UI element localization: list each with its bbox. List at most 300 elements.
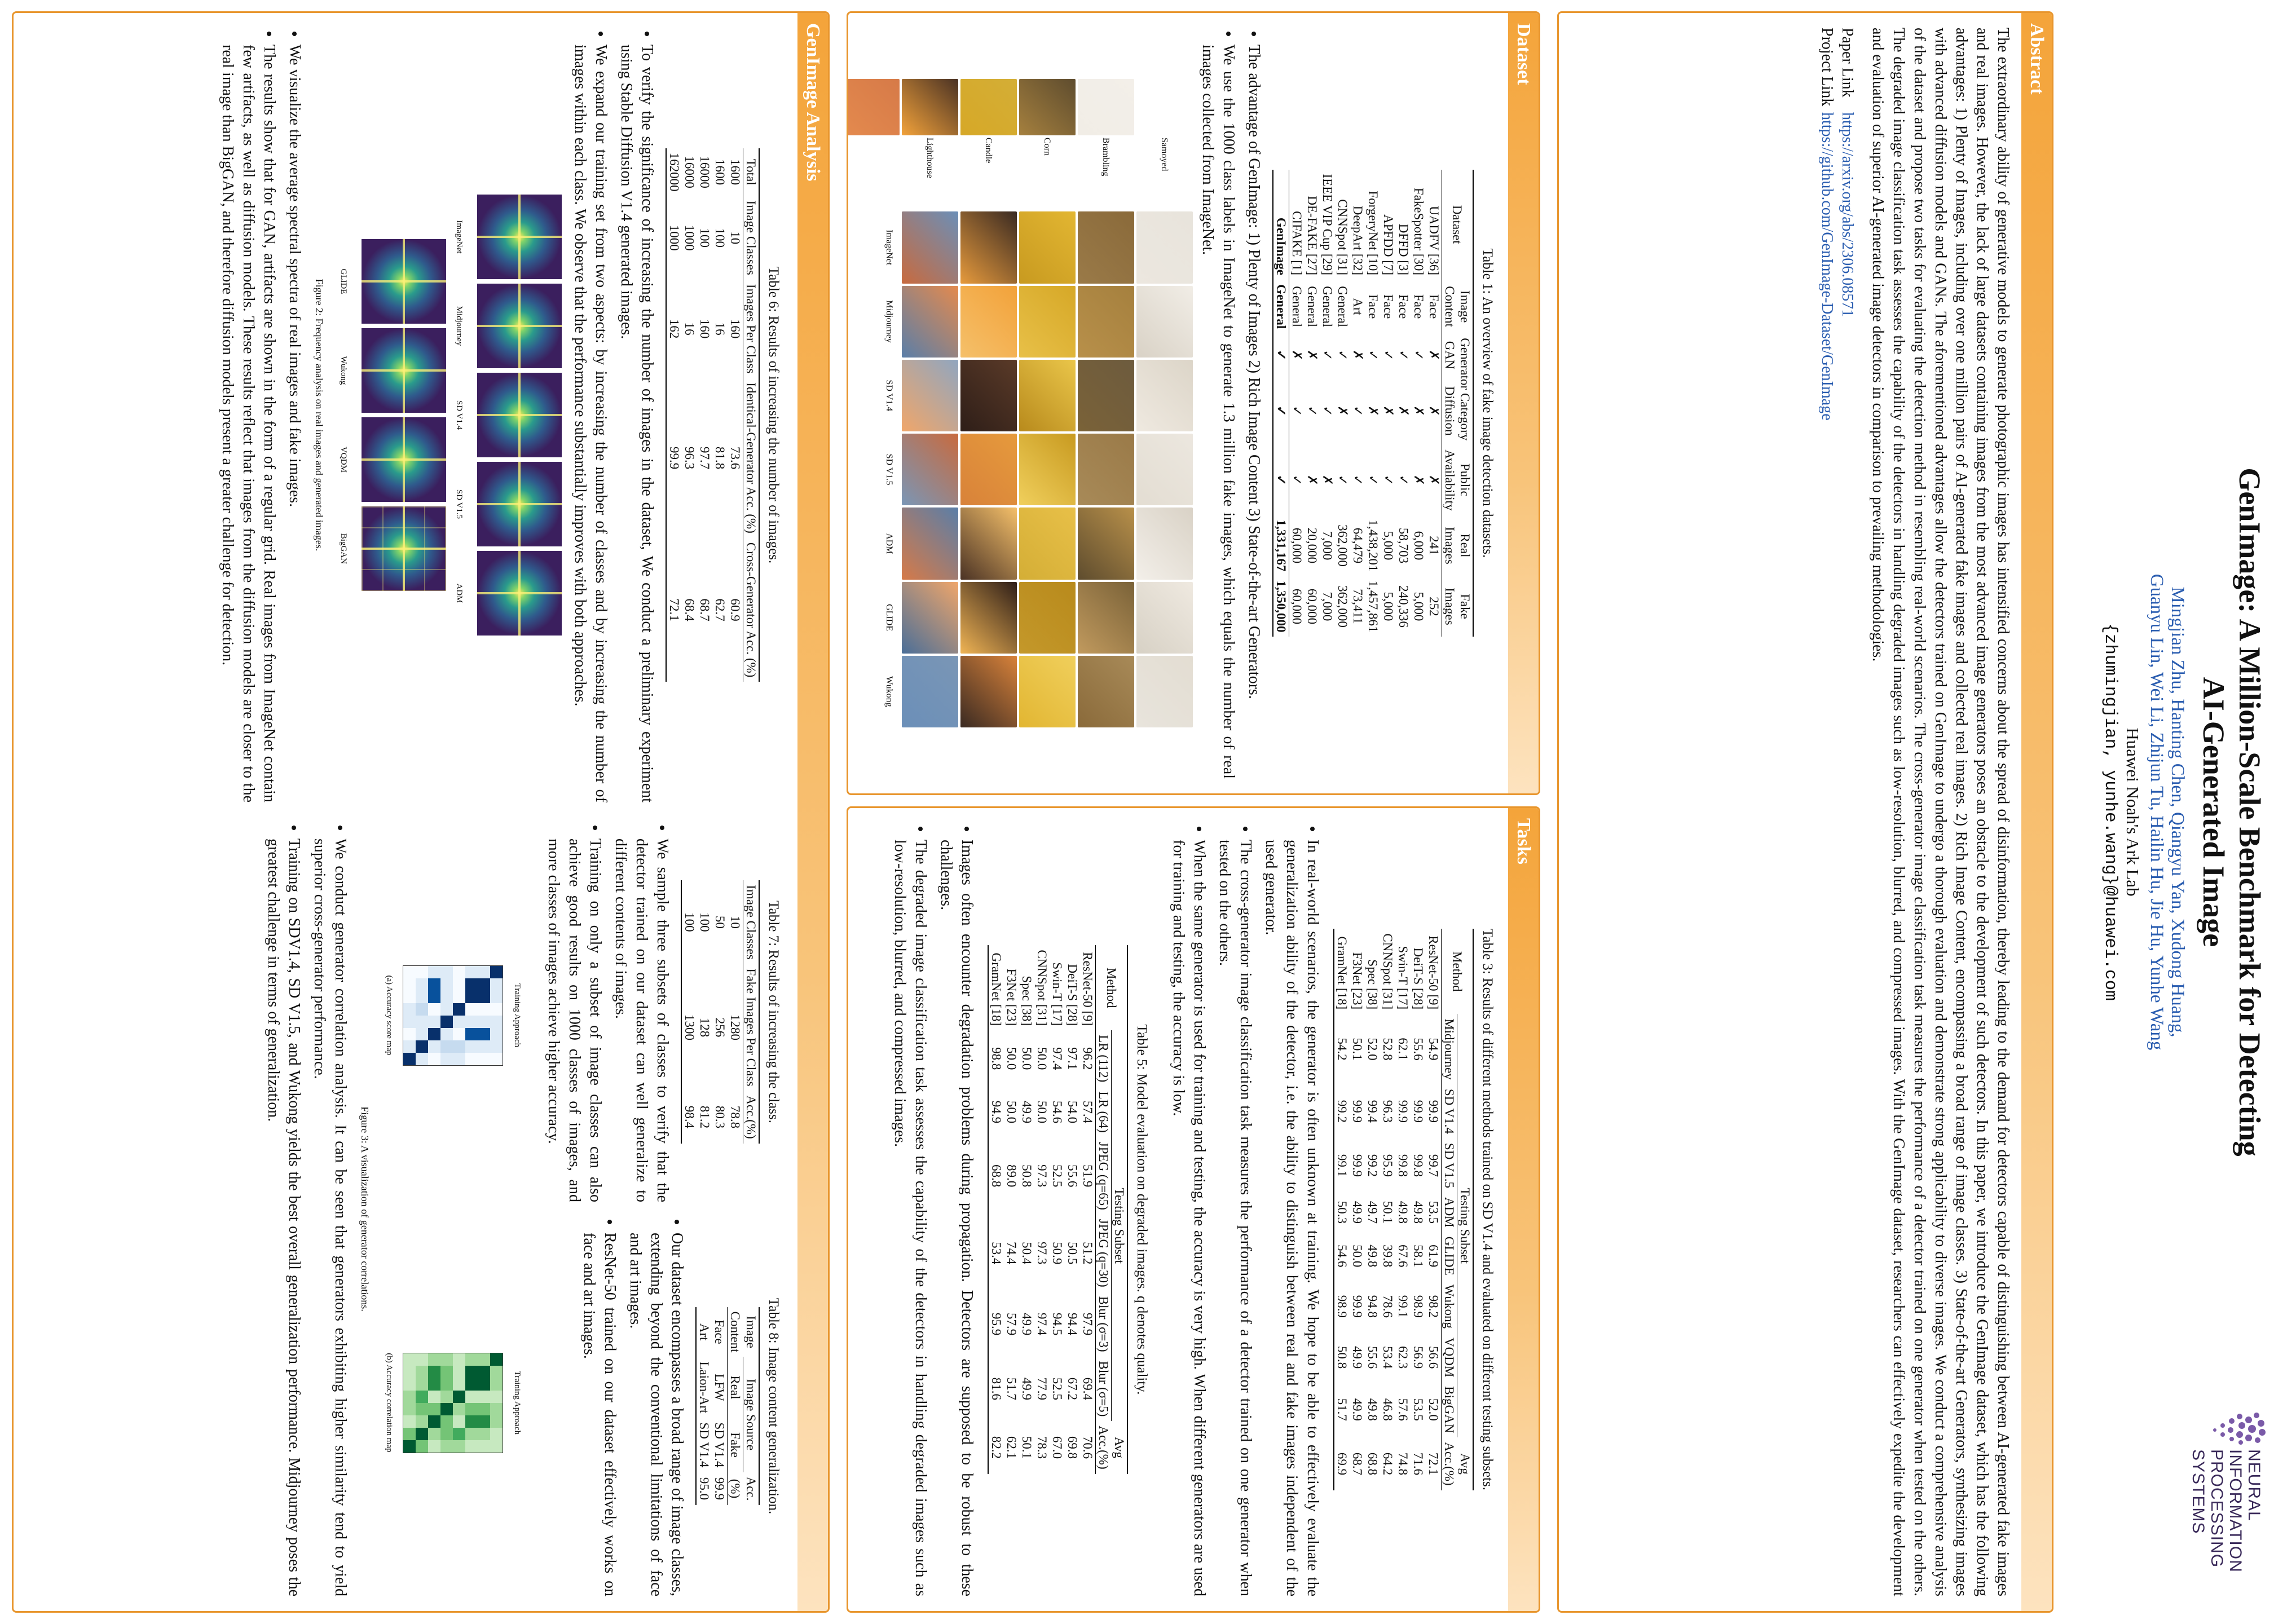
table-cell: 49.8 [1396,1201,1410,1224]
table-cell: 50.3 [1334,1193,1350,1232]
affiliation: Huawei Noah's Ark Lab [2123,727,2143,897]
heatmap-a [378,965,527,1066]
frequency-label: Wukong [339,356,348,385]
table-header-cell: JPEG (q=30) [1096,1219,1110,1287]
heatmap-cell [453,1440,465,1453]
analysis-bullets-bottom [263,822,351,1596]
analysis-bullets-left [570,28,658,802]
table-cell: 58,703 [1396,527,1411,564]
table-cell: DFFD [3] [1396,223,1411,276]
heatmap-cell [453,1391,465,1403]
table-row [1396,170,1411,637]
analysis-bullets-right [579,1216,688,1596]
table-row [1080,945,1096,1473]
table-cell: ✗ [1381,405,1395,417]
heatmap-cell [416,1028,428,1040]
table-cell: 362,000 [1336,585,1350,628]
table-cell: 99.9 [1350,1100,1364,1123]
table-cell: ✓ [1290,474,1304,486]
heatmap-cell [440,1378,453,1391]
table1-caption: Table 1: An overview of fake image detection datasets. [1480,248,1495,558]
heatmap-cell [440,1016,453,1028]
table1 [1272,170,1474,637]
heatmap-b [378,1353,527,1453]
table-cell: 69.9 [1334,1437,1350,1490]
table-header-cell: Blur (σ=3) [1096,1296,1110,1352]
table-cell: 94.4 [1065,1312,1079,1336]
grid-image [1019,508,1076,579]
heatmap-cell [478,1391,490,1403]
heatmap-cell [440,1040,453,1053]
grid-image [902,434,958,505]
table-cell: 16000 [698,156,712,188]
table-cell: Swin-T [17] [1050,962,1064,1026]
grid-image [1136,656,1193,727]
table-cell: IEEE VIP Cup [29] [1320,174,1334,276]
table-cell: General [1336,286,1350,328]
table-cell: 57.4 [1080,1087,1096,1137]
table-cell: 54.2 [1334,1014,1350,1084]
table-cell: 50 [713,915,727,929]
table-cell: ✓ [1273,377,1289,445]
heatmap-cell [465,1003,478,1016]
heatmap-cell [465,991,478,1003]
table-row [1365,170,1381,637]
frequency-label: BigGAN [339,533,348,564]
table-cell: 100 [698,912,712,932]
table-cell: 49.9 [1020,1312,1034,1336]
table-cell: 97.3 [1035,1242,1049,1265]
bullet-item: • Images often encounter degradation problems during propagation. Detectors are supposed to be robust to these challenges. [936,840,977,1596]
heatmap-cell [453,1378,465,1391]
heatmap-cell [490,978,503,991]
table-cell: 55.6 [1411,1038,1425,1061]
table-cell: 1600 [713,159,727,186]
table-row [696,1307,712,1506]
table-cell: 16 [682,322,697,336]
bullet-item: • To verify the significance of increasing the number of images in the dataset, We conduct a preliminary experiment using Stable Diffusion V1.4 generated images. [616,45,658,802]
grid-image [902,582,958,654]
table-cell: 50.4 [1020,1242,1034,1265]
title-line-1: GenImage: A Million-Scale Benchmark for Detecting [2233,467,2267,1157]
table-header-cell: SD V1.5 [1442,1142,1456,1189]
table-cell: 51.7 [1004,1377,1019,1401]
heatmap-a-grid [403,965,503,1066]
table-cell: 53.4 [1381,1346,1395,1369]
t8-h-content: Content [728,1311,743,1353]
heatmap-cell [478,978,490,991]
table-header-cell: LR (64) [1096,1091,1110,1133]
table-cell: ✗ [1426,333,1442,377]
table-cell: 57.9 [1004,1312,1019,1336]
heatmap-cell [428,1440,440,1453]
table-cell: 89.0 [1004,1164,1019,1188]
heatmap-cell [403,1028,416,1040]
paper-link[interactable]: https://arxiv.org/abs/2306.08571 [1839,112,1856,317]
table-cell: GramNet [18] [988,945,1004,1030]
table-row [1411,170,1426,637]
table-cell: ✗ [1366,405,1380,417]
table-cell: General [1273,280,1289,333]
table-cell: 72.1 [666,538,682,682]
table-cell: 80.3 [713,1105,727,1129]
table-header-cell: Identical-Generator Acc. (%) [743,378,760,538]
table3-caption: Table 3: Results of different methods trained on SD V1.4 and evaluated on different testing subsets. [1480,929,1495,1490]
heatmap-cell [428,1403,440,1415]
table-cell: 94.5 [1050,1312,1064,1336]
heatmap-cell [416,966,428,978]
frequency-spectrum [362,239,446,324]
table7-caption: Table 7: Results of increasing the class. [766,901,781,1123]
analysis-panel [12,11,830,1613]
heatmap-cell [490,966,503,978]
heatmap-cell [478,966,490,978]
heatmap-cell [416,1391,428,1403]
heatmap-cell [416,1378,428,1391]
table-cell: ✓ [1366,350,1380,361]
frequency-spectrum [477,195,562,279]
heatmap-cell [465,1028,478,1040]
table-cell: ✗ [1412,405,1426,417]
table6 [666,148,760,682]
heatmap-cell [403,1016,416,1028]
table-cell: 98.2 [1426,1280,1442,1333]
table-cell: 98.4 [681,1091,697,1143]
heatmap-cell [490,1366,503,1378]
heatmap-cell [478,1378,490,1391]
grid-image [902,656,958,727]
heatmap-cell [478,1353,490,1366]
table-row [681,880,697,1143]
heatmap-cell [453,978,465,991]
t8-h-content-top: Image [743,1307,760,1357]
heatmap-cell [428,1003,440,1016]
heatmap-cell [416,1353,428,1366]
heatmap-cell [403,1040,416,1053]
heatmap-cell [428,1016,440,1028]
table-cell: ✓ [1273,445,1289,515]
grid-col-label: Midjourney [884,300,894,343]
table-cell: 60,000 [1290,588,1304,625]
table-cell: 49.9 [1350,1398,1364,1421]
t8-h-source: Image Source [743,1357,760,1472]
grid-image [1136,508,1193,579]
grid-image [1136,286,1193,358]
table-cell: 78.3 [1035,1436,1049,1459]
heatmap-cell [428,1366,440,1378]
table-row [1365,929,1380,1490]
links [1817,28,1857,1596]
table-cell: ResNet-50 [9] [1426,929,1442,1014]
heatmap-cell [440,1415,453,1428]
table1-body [1273,170,1442,637]
table-cell: ✗ [1336,405,1350,417]
table-cell: 64,479 [1351,527,1365,564]
table-cell: 60,000 [1305,588,1319,625]
table-cell: 68.7 [698,598,712,621]
table-cell: F3Net [23] [1350,952,1364,1010]
table6-head [743,148,760,682]
bullet-item: • When the same generator is used for training and testing, the accuracy is very high. When different generators are used for training and testing, the accuracy is low. [1168,840,1210,1596]
heatmap-cell [465,978,478,991]
table-cell: ✓ [1396,350,1411,361]
logo-line-1: NEURAL INFORMATION [2226,1449,2263,1573]
table-cell: CNNSpot [31] [1035,950,1049,1026]
frequency-spectrum [477,284,562,368]
heatmap-cell [416,1053,428,1065]
table-cell: 50.8 [1020,1164,1034,1188]
heatmap-cell [453,1353,465,1366]
authors-line-1: Mingjian Zhu, Hanting Chen, Qiangyu Yan, Xudong Huang, [2167,586,2188,1038]
dataset-heading: Dataset [1508,13,1539,793]
t8-h-acc-top: Acc. [743,1472,760,1506]
freq-tile [333,326,448,415]
t1-h-public: Availability [1443,449,1457,511]
t3-h-avg: Avg [1457,1437,1474,1490]
t1-h-dataset: Dataset [1442,170,1474,280]
table-cell: 240,336 [1396,585,1411,628]
bullet-item: • In real-world scenarios, the generator is often unknown at training. We hope to be able to effectively evaluate the generalization ability of the detector, i.e. the ability to distinguish between real and fake images independent of the used generator. [1261,840,1323,1596]
table-row [712,1307,728,1506]
bullet-item: • ResNet-50 trained on our dataset effectively works on face and art images. [579,1233,620,1596]
table-cell: CNNSpot [31] [1381,933,1395,1010]
grid-image [960,508,1017,579]
grid-image [1078,434,1134,505]
table-cell: 100 [681,880,697,964]
table-cell: ✓ [1351,474,1365,486]
bullet-item: • Training on SDV1.4, SD V1.5, and Wukong yields the best overall generalization performance. Midjourney poses the greatest challenge in terms of generalization. [263,839,305,1596]
table-cell: 62.1 [1004,1436,1019,1459]
table-row [728,880,743,1143]
table-cell: ✗ [1290,350,1304,361]
grid-image [1019,360,1076,431]
table-cell: 54.0 [1065,1100,1079,1124]
freq-row-1 [448,28,564,802]
table-cell: 81.6 [988,1357,1004,1422]
heatmap-cell [416,978,428,991]
table-cell: 50.0 [1035,1100,1049,1124]
table-cell: 1280 [728,964,743,1091]
table-row [1305,170,1320,637]
grid-col-label: SD V1.5 [884,453,894,486]
abstract-text: The extraordinary ability of generative models to generate photographic images has intensified concerns about the spread of disinformation, thereby leading to the demand for detectors capable of distinguishing between AI-generated fake images and real images. However, the lack of large datasets containing images from the most advanced image generators poses an obstacle to the development of such detectors. In this paper, we introduce the GenImage dataset, which has the following advantages: 1) Plenty of Images, including over one million pairs of AI-generated fake images and collected real images. 2) Rich Image Content, encompassing a broad range of image classes. 3) State-of-the-art Generators, synthesizing images with advanced diffusion models and GANs. The aforementioned advantages allow the detectors trained on GenImage to undergo a thorough evaluation and demonstrate strong applicability to diverse images. We conduct a comprehensive analysis of the dataset and propose two tasks for evaluating the detection method in resembling real-world scenarios. The cross-generator image classification task measures the performance of a detector trained on one generator when tested on the others. The degraded image classification task assesses the capability of the detectors in handling degraded images such as low-resolution, blurred, and compressed images. With the GenImage dataset, researchers can effectively expedite the development and evaluation of superior AI-generated image detectors in comparison to prevailing methodologies. [1869,28,2012,1596]
table7-head [743,880,760,1143]
table-cell: 51.2 [1080,1215,1096,1292]
heatmap-cell [453,1016,465,1028]
table-cell: 7,000 [1320,531,1334,561]
table-cell: 99.4 [1365,1100,1380,1123]
heatmap-cell [465,1353,478,1366]
heatmap-cell [490,1040,503,1053]
frequency-label: Midjourney [455,306,464,346]
table-cell: 16 [713,322,727,336]
table-cell: 100 [698,228,712,248]
frequency-label: SD V1.5 [455,489,464,519]
grid-image [1078,286,1134,358]
table-cell: 69.8 [1065,1436,1079,1459]
table-row [1395,929,1411,1490]
table-header-cell: ADM [1442,1197,1456,1228]
table-cell: 362,000 [1336,524,1350,567]
table-cell: 97.3 [1035,1164,1049,1188]
heatmap-cell [428,1428,440,1440]
table8-caption: Table 8: Image content generalization. [766,1298,781,1515]
t1-h-fake-top: Fake [1457,576,1473,637]
table-row [1381,170,1396,637]
table-cell: 52.0 [1365,1038,1380,1061]
table-cell: CNNSpot [31] [1336,199,1350,276]
heatmap-cell [440,1391,453,1403]
heat-a-title: Training Approach [513,983,522,1048]
table-cell: 50.9 [1050,1242,1064,1265]
grid-image [1078,360,1134,431]
table-cell: 5,000 [1381,531,1395,561]
table-cell: 53.5 [1426,1193,1442,1232]
heatmap-cell [490,1016,503,1028]
paper-link-label: Paper Link [1839,28,1856,98]
table-cell: 49.8 [1365,1245,1380,1268]
heatmap-cell [490,1353,503,1366]
table-row [712,880,728,1143]
table-cell: DeiT-S [28] [1065,964,1079,1026]
table-cell: 6,000 [1412,531,1426,561]
table-cell: 162000 [666,148,682,196]
heatmap-cell [428,1028,440,1040]
table-row [1019,945,1034,1473]
t5-h-avg: Avg [1112,1421,1128,1473]
table-cell: 1000 [682,224,697,251]
t5-h-group: Testing Subset [1112,1030,1128,1421]
heatmap-cell [453,1040,465,1053]
frequency-spectrum [477,462,562,546]
project-link[interactable]: https://github.com/GenImage-Dataset/GenImage [1818,112,1836,421]
heatmap-cell [403,1403,416,1415]
fig3-caption: Figure 3: A visualization of generator correlations. [359,1106,371,1312]
table-cell: 68.4 [682,598,697,621]
heatmap-cell [416,1403,428,1415]
table-cell: UADFV [36] [1426,170,1442,280]
table-cell: 67.0 [1050,1436,1064,1459]
table-header-cell: Acc.(%) [1442,1442,1457,1486]
table-cell: 50.1 [1381,1201,1395,1224]
table-cell: 1,438,201 [1366,519,1380,572]
table-cell: General [1305,286,1319,328]
frequency-label: ImageNet [455,220,464,254]
table-cell: 82.2 [988,1421,1004,1473]
heatmap-cell [403,1053,416,1065]
grid-image [960,656,1017,727]
heatmap-cell [440,1403,453,1415]
table-cell: LFW [712,1357,728,1418]
table-cell: 77.9 [1035,1377,1049,1401]
table-cell: SD V1.4 [712,1418,728,1472]
table-cell: ✗ [1426,377,1442,445]
table-cell: 99.9 [1350,1295,1364,1318]
analysis-col-left [213,28,790,802]
abstract-heading: Abstract [2021,13,2052,1611]
heatmap-cell [490,1440,503,1453]
table-row [712,148,728,682]
neurips-wordmark [2189,1449,2263,1573]
heat-a-caption: (a) Accuracy score map [385,975,394,1056]
table-cell: 49.9 [1350,1346,1364,1369]
table-cell: General [1290,286,1304,328]
table-cell: 67.6 [1396,1245,1410,1268]
table-cell: 1300 [681,964,697,1091]
bullet-item: • We conduct generator correlation analysis. It can be seen that generators exhibiting higher similarity tend to yield superior cross-generator performance. [309,839,351,1596]
table-row [1350,170,1365,637]
table-cell: 49.9 [1020,1377,1034,1401]
analysis-bullets-mid [543,822,673,1202]
t1-h-gan: GAN [1443,341,1457,369]
analysis-col-right [213,822,790,1596]
heatmap-cell [416,1040,428,1053]
table-cell: 81.8 [713,446,727,470]
heatmaps-figure [378,822,527,1596]
table-cell: 50.0 [1035,1047,1049,1070]
t8-h-real: Real [728,1375,742,1400]
table-cell: 55.6 [1365,1346,1380,1369]
heatmap-cell [465,1391,478,1403]
table-cell: 72.1 [1426,1437,1442,1490]
heatmap-cell [416,1415,428,1428]
heatmap-cell [440,1428,453,1440]
heatmap-cell [428,991,440,1003]
heatmap-cell [453,1428,465,1440]
table-cell: 97.9 [1080,1292,1096,1357]
table-cell: 99.8 [1411,1154,1425,1177]
grid-image [1136,582,1193,654]
table-cell: ForgeryNet [10] [1366,191,1380,276]
table-row [1426,929,1442,1490]
grid-col-label: Wukong [884,676,894,707]
heatmap-cell [490,1403,503,1415]
table5-body [988,945,1096,1473]
heatmap-cell [428,978,440,991]
bullet-item: • We sample three subsets of classes to verify that the detector trained on our dataset can well generalize to different contents of images. [610,839,673,1202]
heatmap-cell [490,991,503,1003]
table-cell: 68.8 [1365,1452,1380,1476]
neurips-mark-icon [2200,1410,2268,1449]
bullet-item: • The results show that for GAN, artifacts are shown in the form of a regular grid. Real images from ImageNet contain few artifacts, as well as diffusion models. These results reflect that images from the diffusion models are closer to the real image than BigGAN, and therefore diffusion models present a greater challenge for detection. [217,45,280,802]
grid-image [960,434,1017,505]
table3 [1333,929,1474,1490]
table-cell: 5,000 [1381,592,1395,621]
grid-row-label: Candle [984,138,994,164]
heatmap-cell [453,1366,465,1378]
table-cell: 50.1 [1020,1436,1034,1459]
table-cell: 49.8 [1411,1201,1425,1224]
grid-image [1078,656,1134,727]
table-cell: 49.7 [1365,1201,1380,1224]
freq-tile [448,549,564,638]
table-cell: 99.7 [1426,1138,1442,1193]
table-header-cell: Images Per Class [743,280,760,378]
table8 [695,1307,760,1506]
heatmap-cell [453,1003,465,1016]
grid-row-label: Brambling [1101,138,1111,176]
heatmap-cell [465,1040,478,1053]
table-cell: 68.7 [1350,1452,1364,1476]
poster-title [2196,23,2268,1601]
table-header-cell: Blur (σ=5) [1096,1361,1110,1417]
analysis-bullets-left-2 [217,28,305,802]
table-cell: ✓ [1336,350,1350,361]
table-cell: 10 [728,196,743,280]
grid-image [1019,434,1076,505]
heatmap-cell [478,1428,490,1440]
authors-line-2: Guanyu Lin, Wei Li, Zhijun Tu, Hailin Hu, Jie Hu, Yunhe Wang [2147,573,2167,1051]
